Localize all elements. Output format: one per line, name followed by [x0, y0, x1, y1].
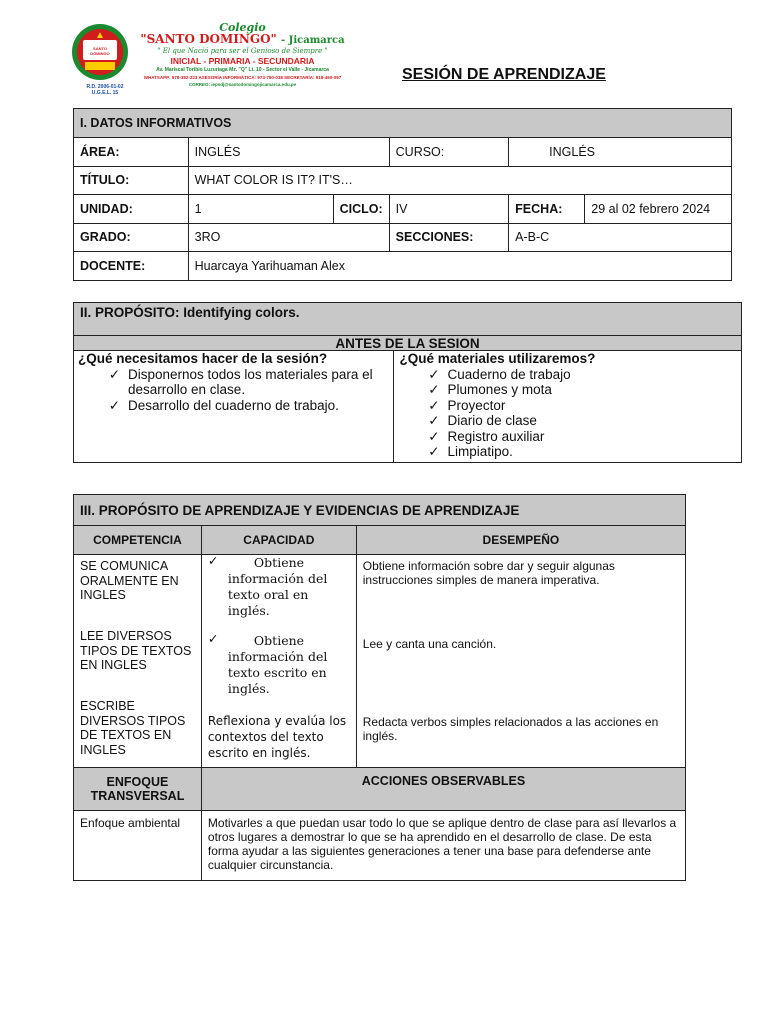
secciones-value: A-B-C: [509, 223, 732, 252]
capacidad-3: Reflexiona y evalúa los contextos del texto escrito en inglés.: [207, 714, 347, 760]
list-item: [398, 382, 737, 398]
check-icon: ✓: [428, 382, 440, 397]
list-item: [398, 398, 737, 414]
enfoque-heading: ENFOQUE TRANSVERSAL: [74, 768, 202, 811]
col-competencia: COMPETENCIA: [74, 526, 202, 555]
titulo-label: TÍTULO:: [74, 166, 189, 195]
grado-label: GRADO:: [74, 223, 189, 252]
area-value: INGLÉS: [188, 138, 389, 167]
area-label: ÁREA:: [74, 138, 189, 167]
capacidad-1: [208, 555, 350, 625]
datos-informativos-table: [73, 108, 732, 281]
list-item-text: Limpiatipo.: [447, 444, 513, 459]
capacidad-2: [208, 625, 350, 703]
school-contact: WHATSAPP: 978-382-223 ASESORÍA INFORMÁTICA: 973-790-038 SECRETARÍA: 918-460-097: [143, 75, 342, 80]
proposito-heading: II. PROPÓSITO: Identifying colors.: [74, 303, 742, 336]
curso-value: INGLÉS: [509, 138, 732, 167]
enfoque-value: Enfoque ambiental: [74, 811, 202, 881]
list-item: [398, 429, 737, 445]
capacidad-cell: [201, 555, 356, 768]
acciones-value: Motivarles a que puedan usar todo lo que se aplique dentro de clase para así llevarlos a otros lugares a demostrar lo que se ha aprendido en el desarrollo de clase. De esta forma ayudar a las siguientes generaciones a tener una base para defenderse ante cualquier circunstancia.: [201, 811, 685, 881]
capacidad-2-text: Obtiene información del texto escrito en inglés.: [227, 633, 328, 696]
docente-value: Huarcaya Yarihuaman Alex: [188, 252, 731, 281]
rd-number: R.D. 2006-01-02: [86, 84, 124, 90]
check-icon: ✓: [428, 366, 440, 382]
check-icon: ✓: [428, 428, 440, 444]
list-item-text: Cuaderno de trabajo: [447, 366, 571, 382]
unidad-value: 1: [188, 195, 333, 224]
document-title: SESIÓN DE APRENDIZAJE: [402, 66, 606, 83]
school-name: [130, 33, 355, 47]
school-address: Av. Mariscal Toribio Luzuriaga Mz. "Q" Lt. 10 - Sector el Valle - Jicamarca: [156, 67, 329, 73]
list-item: [398, 367, 737, 383]
unidad-label: UNIDAD:: [74, 195, 189, 224]
school-name-text: "SANTO DOMINGO": [140, 32, 277, 46]
school-letterhead: [130, 22, 355, 88]
school-motto: " El que Nació para ser el Genioso de Siempre ": [157, 47, 328, 55]
datos-heading: I. DATOS INFORMATIVOS: [74, 109, 732, 138]
school-levels: INICIAL - PRIMARIA - SECUNDARIA: [170, 56, 315, 66]
aprendizaje-table: [73, 494, 686, 881]
col-capacidad: CAPACIDAD: [201, 526, 356, 555]
school-logo: [70, 22, 130, 82]
check-icon: ✓: [428, 444, 440, 459]
list-item-text: Proyector: [447, 397, 506, 413]
list-item-text: Disponernos todos los materiales para el desarrollo en clase.: [128, 366, 373, 397]
curso-label: CURSO:: [389, 138, 509, 167]
col-desempeno: DESEMPEÑO: [356, 526, 685, 555]
competencia-2: LEE DIVERSOS TIPOS DE TEXTOS EN INGLES: [80, 629, 192, 672]
capacidad-1-text: Obtiene información del texto oral en inglés.: [227, 555, 328, 618]
logo-text: SANTO DOMINGO: [90, 46, 110, 56]
competencia-1: SE COMUNICA ORALMENTE EN INGLES: [80, 559, 179, 602]
fecha-value: 29 al 02 febrero 2024: [585, 195, 732, 224]
check-icon: ✓: [428, 413, 440, 428]
list-item: [78, 398, 389, 414]
list-item-text: Plumones y mota: [447, 382, 552, 397]
check-icon: ✓: [207, 553, 219, 568]
competencia-3: ESCRIBE DIVERSOS TIPOS DE TEXTOS EN INGLES: [80, 699, 186, 757]
check-icon: ✓: [207, 631, 219, 646]
right-question: ¿Qué materiales utilizaremos?: [399, 351, 596, 366]
docente-label: DOCENTE:: [74, 252, 189, 281]
desempeno-1: Obtiene información sobre dar y seguir algunas instrucciones simples de manera imperativa.: [362, 559, 615, 587]
ciclo-value: IV: [389, 195, 509, 224]
ciclo-label: CICLO:: [333, 195, 389, 224]
list-item-text: Registro auxiliar: [447, 428, 545, 444]
list-item: [398, 444, 737, 460]
competencia-cell: [74, 555, 202, 768]
aprendizaje-heading: III. PROPÓSITO DE APRENDIZAJE Y EVIDENCIAS DE APRENDIZAJE: [74, 495, 686, 526]
right-column: [393, 351, 741, 463]
list-item-text: Desarrollo del cuaderno de trabajo.: [128, 397, 339, 413]
check-icon: ✓: [108, 366, 120, 382]
desempeno-cell: [356, 555, 685, 768]
school-email: CORREO: iepsdj@santodomingojicamarca.edu.pe: [188, 82, 297, 87]
acciones-heading: ACCIONES OBSERVABLES: [201, 768, 685, 811]
proposito-table: [73, 302, 742, 463]
ugel-number: U.G.E.L. 15: [91, 90, 119, 96]
left-question: ¿Qué necesitamos hacer de la sesión?: [78, 351, 328, 366]
check-icon: ✓: [108, 397, 120, 413]
left-column: [74, 351, 394, 463]
resolution-info: [80, 84, 130, 96]
list-item: [398, 413, 737, 429]
grado-value: 3RO: [188, 223, 389, 252]
school-colegio: Colegio: [219, 21, 266, 34]
school-location: - Jicamarca: [280, 35, 345, 46]
antes-heading: ANTES DE LA SESION: [74, 336, 742, 351]
fecha-label: FECHA:: [509, 195, 585, 224]
list-item: [78, 367, 389, 398]
desempeno-3: Redacta verbos simples relacionados a las acciones en inglés.: [362, 715, 659, 743]
titulo-value: WHAT COLOR IS IT? IT'S…: [188, 166, 731, 195]
list-item-text: Diario de clase: [447, 413, 537, 428]
secciones-label: SECCIONES:: [389, 223, 509, 252]
desempeno-2: Lee y canta una canción.: [362, 637, 497, 651]
check-icon: ✓: [428, 397, 440, 413]
